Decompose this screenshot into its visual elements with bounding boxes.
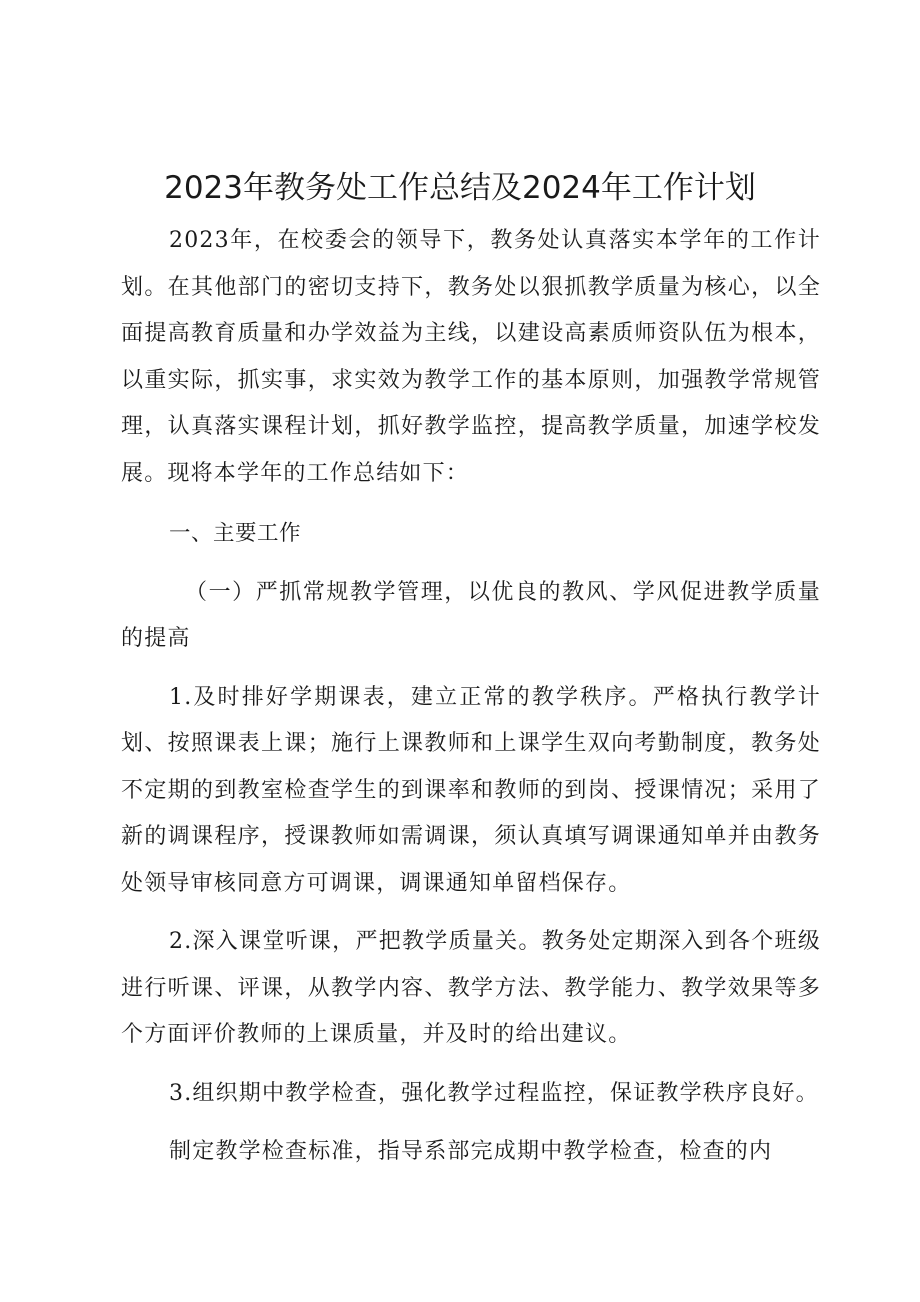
section-heading: 一、主要工作: [169, 521, 302, 546]
item-3-paragraph: 3.组织期中教学检查，强化教学过程监控，保证教学秩序良好。: [169, 1080, 819, 1106]
subsection-heading: （一）严抓常规教学管理，以优良的教风、学风促进教学质量的提高: [121, 579, 821, 651]
item-1-paragraph: 1.及时排好学期课表，建立正常的教学秩序。严格执行教学计划、按照课表上课；施行上课教师和上课学生双向考勤制度，教务处不定期的到教室检查学生的到课率和教师的到岗、授课情况；采用了新的调课程序，授课教师如需调课，须认真填写调课通知单并由教务处领导审核同意方可调课，调课通知单留档保存。: [121, 684, 821, 896]
item-3-continuation: 制定教学检查标准，指导系部完成期中教学检查，检查的内: [169, 1139, 773, 1164]
intro-paragraph: 2023年，在校委会的领导下，教务处认真落实本学年的工作计划。在其他部门的密切支持下，教务处以狠抓教学质量为核心，以全面提高教育质量和办学效益为主线，以建设高素质师资队伍为根本，以重实际，抓实事，求实效为教学工作的基本原则，加强教学常规管理，认真落实课程计划，抓好教学监控，提高教学质量，加速学校发展。现将本学年的工作总结如下：: [121, 228, 821, 486]
document-body: [121, 218, 821, 1176]
document-title: 2023年教务处工作总结及2024年工作计划: [164, 170, 756, 206]
item-2-paragraph: 2.深入课堂听课，严把教学质量关。教务处定期深入到各个班级进行听课、评课，从教学内容、教学方法、教学能力、教学效果等多个方面评价教师的上课质量，并及时的给出建议。: [121, 929, 821, 1047]
